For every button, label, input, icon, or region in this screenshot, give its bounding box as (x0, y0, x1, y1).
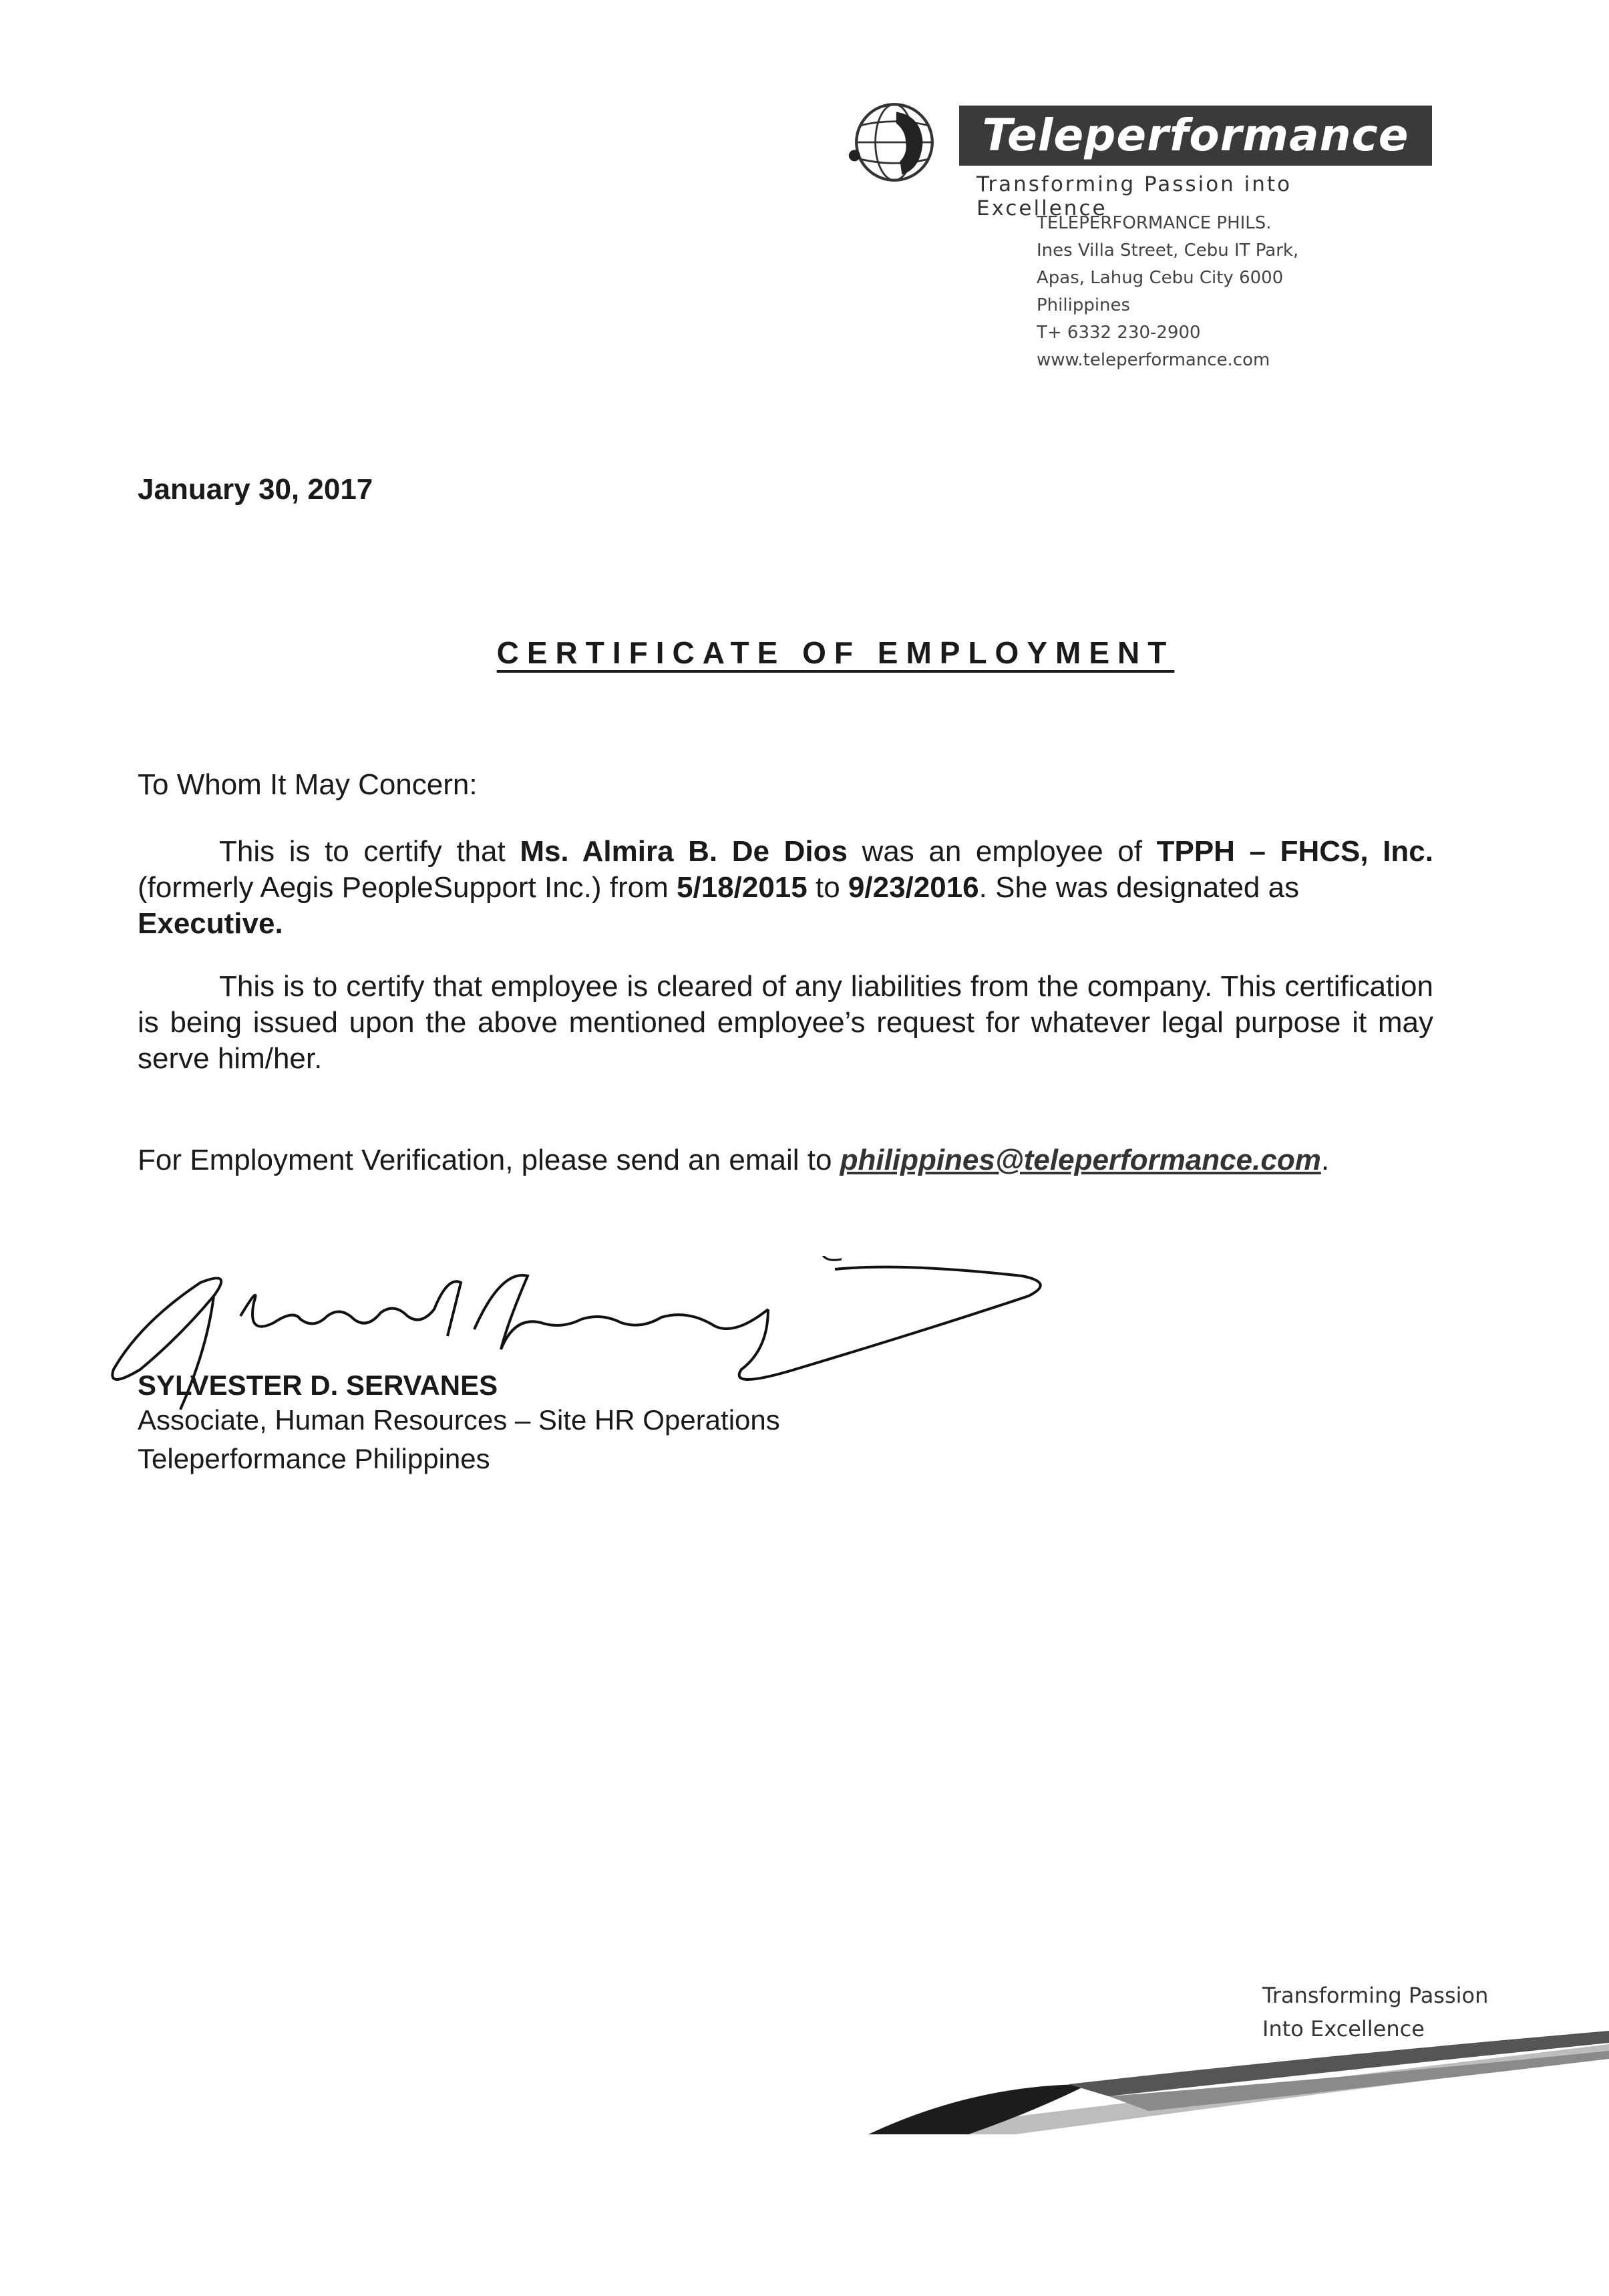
para-text: to (807, 871, 848, 904)
verification-text: For Employment Verification, please send an email to (138, 1144, 840, 1176)
address-line: Ines Villa Street, Cebu IT Park, (1037, 240, 1299, 261)
brand-tagline: Transforming Passion into Excellence (976, 172, 1292, 220)
footer-tagline-line: Into Excellence (1262, 2016, 1425, 2041)
para-text: (formerly Aegis PeopleSupport Inc.) from (138, 871, 677, 904)
footer-tagline-line: Transforming Passion (1262, 1983, 1489, 2008)
signatory-company: Teleperformance Philippines (138, 1443, 490, 1474)
address-website: www.teleperformance.com (1037, 350, 1270, 370)
letter-date: January 30, 2017 (138, 473, 373, 506)
signatory-title: Associate, Human Resources – Site HR Operations (138, 1404, 780, 1436)
signatory-name: SYLVESTER D. SERVANES (138, 1369, 498, 1401)
start-date: 5/18/2015 (677, 871, 808, 904)
globe-logo-icon (847, 95, 942, 190)
company-address (1037, 210, 1451, 374)
position-title: Executive. (138, 907, 283, 940)
para-text: . She was designated as (978, 871, 1300, 904)
para-text: was an employee of (847, 835, 1157, 868)
address-line: TELEPERFORMANCE PHILS. (1037, 213, 1272, 233)
address-line: Apas, Lahug Cebu City 6000 (1037, 268, 1284, 288)
brand-logo: Teleperformance (959, 106, 1432, 166)
end-date: 9/23/2016 (848, 871, 979, 904)
clearance-paragraph: This is to certify that employee is cleared of any liabilities from the company. This certification is being issued upon the above mentioned employee’s request for whatever legal purpose it may serve him/her. (138, 970, 1433, 1075)
verification-line (138, 1144, 1329, 1177)
footer-swoosh-graphic (868, 2017, 1609, 2138)
document-title: CERTIFICATE OF EMPLOYMENT (496, 635, 1175, 670)
para-text: This is to certify that (219, 835, 520, 868)
address-line: Philippines (1037, 295, 1131, 315)
employer-name: TPPH – FHCS, Inc. (1156, 835, 1433, 868)
employment-paragraph (138, 834, 1433, 942)
verification-period: . (1320, 1144, 1330, 1176)
employee-name: Ms. Almira B. De Dios (520, 835, 848, 868)
salutation: To Whom It May Concern: (138, 768, 478, 801)
verification-email-link[interactable]: philippines@teleperformance.com (840, 1144, 1321, 1176)
address-phone: T+ 6332 230-2900 (1037, 323, 1201, 343)
